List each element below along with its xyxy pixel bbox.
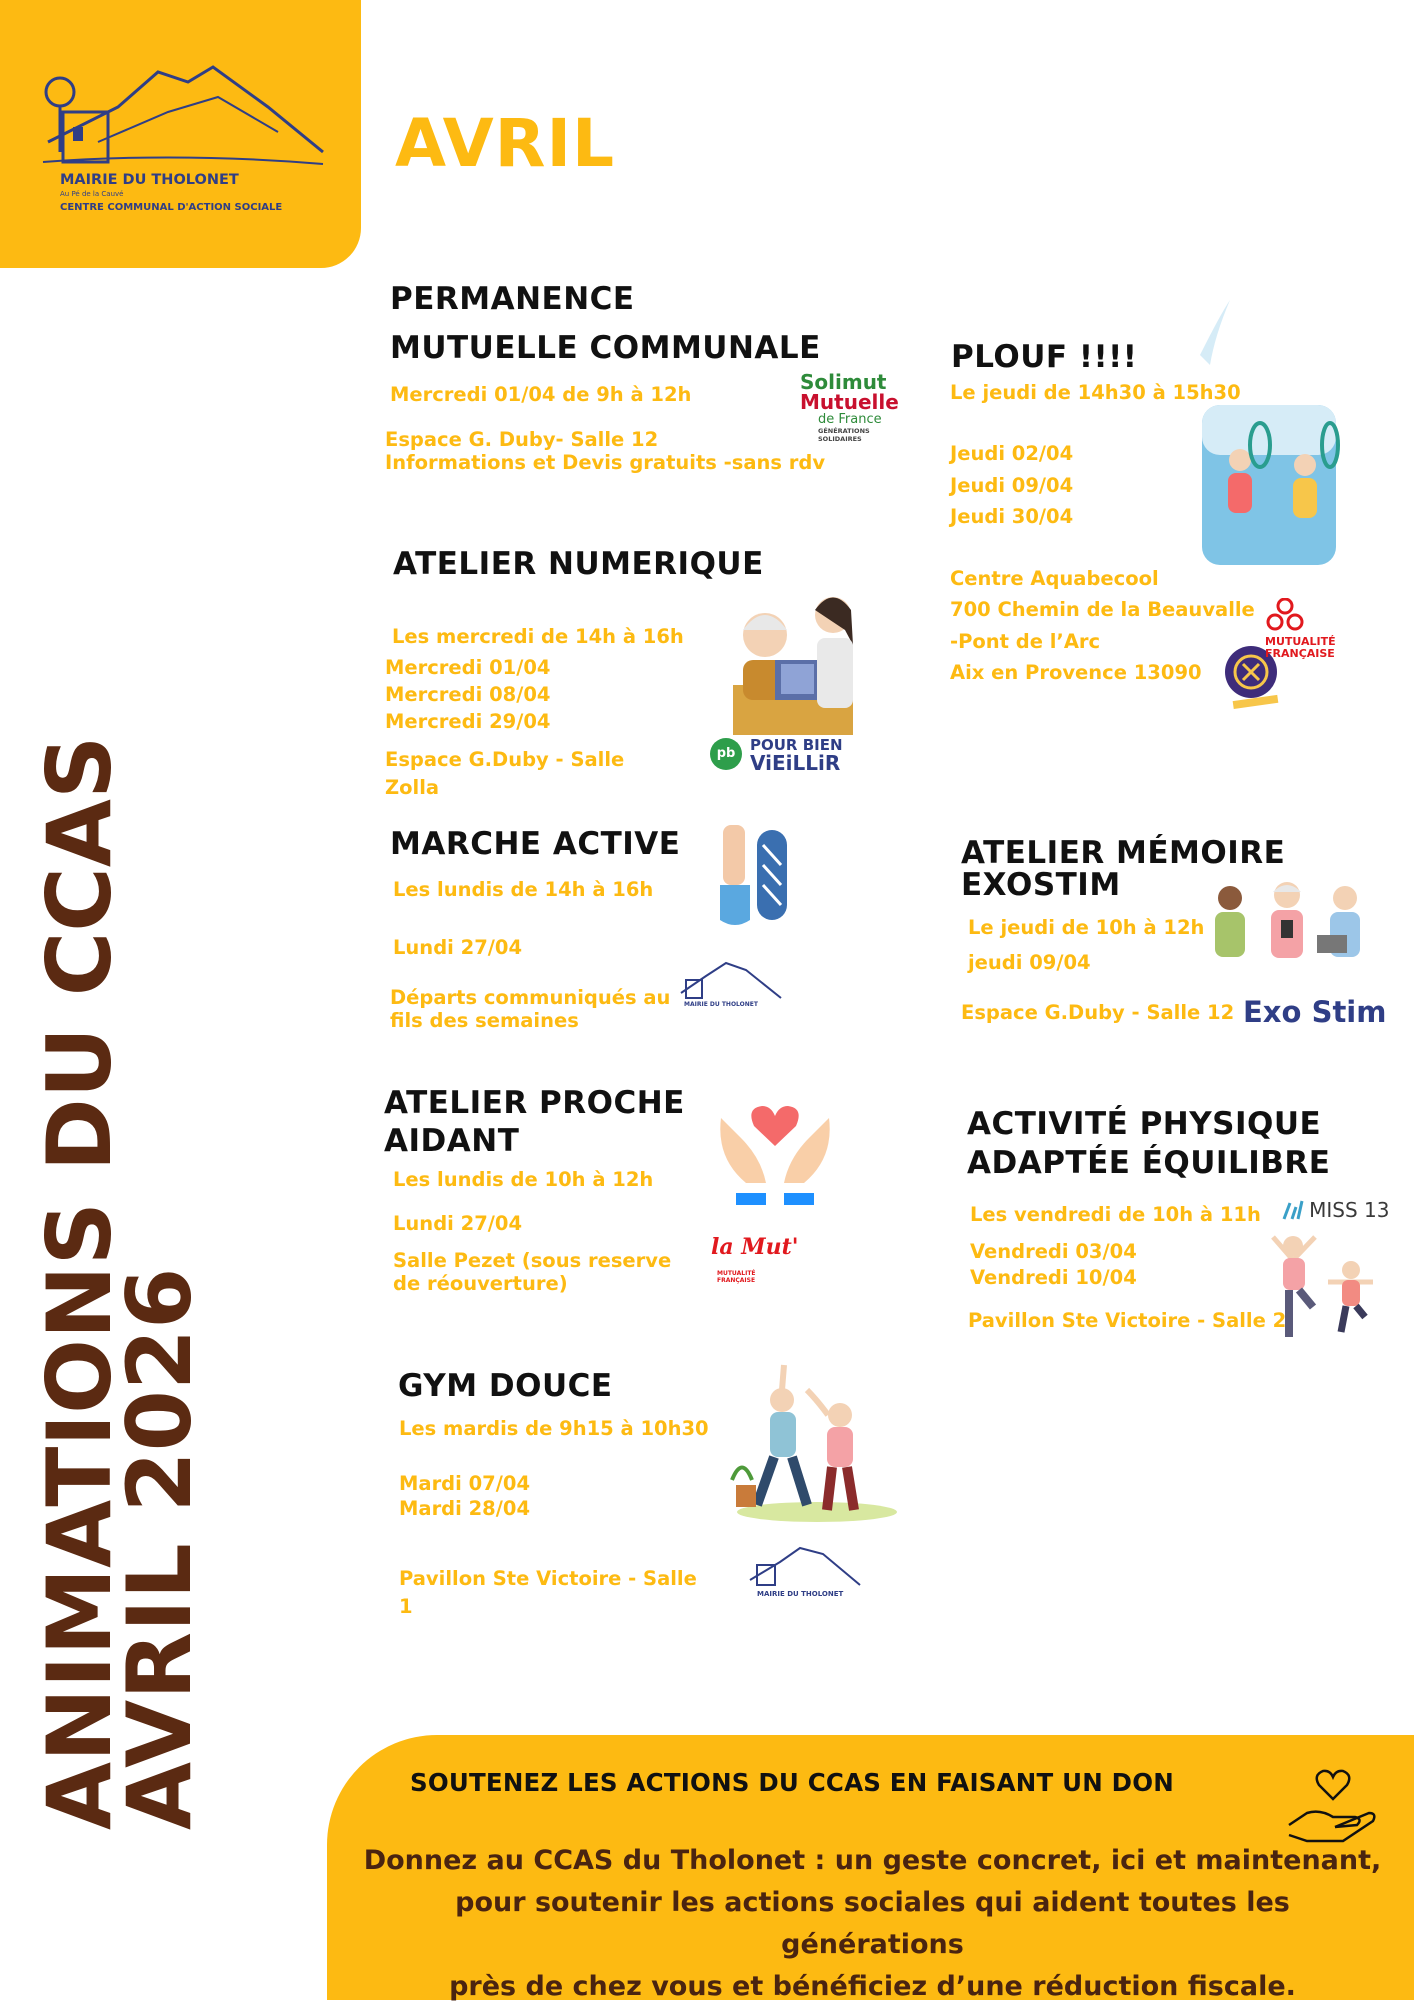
proche-aidant-place-line1: Salle Pezet (sous reserve <box>393 1249 672 1272</box>
donation-text-line2: pour soutenir les actions sociales qui aident toutes les générations <box>455 1887 1290 1960</box>
seniors-devices-icon <box>1205 880 1370 965</box>
exostim-logo <box>1243 995 1386 1029</box>
gym-title: GYM DOUCE <box>398 1368 613 1404</box>
la-mut-subtitle: MUTUALITÉ FRANÇAISE <box>717 1270 756 1284</box>
mairie-mini-logo-icon-2 <box>745 1540 865 1605</box>
logo-block <box>0 0 361 268</box>
mairie-mini-logo-icon-1 <box>676 958 788 1010</box>
exostim-part1: Exo <box>1243 995 1302 1029</box>
sneakers-icon <box>715 825 795 935</box>
plouf-address-3: -Pont de l’Arc <box>950 630 1101 653</box>
numerique-schedule: Les mercredi de 14h à 16h <box>392 625 684 648</box>
numerique-place-line1: Espace G.Duby - Salle <box>385 748 625 771</box>
heart-hands-icon <box>716 1098 834 1213</box>
pbv-line2: ViEiLLiR <box>750 751 841 775</box>
proche-aidant-place-line2: de réouverture) <box>393 1272 568 1295</box>
mutuelle-title-line1: PERMANENCE <box>390 281 635 317</box>
marche-title: MARCHE ACTIVE <box>390 826 681 862</box>
proche-aidant-schedule: Les lundis de 10h à 12h <box>393 1168 654 1191</box>
side-title <box>28 735 211 1830</box>
memoire-title-line2: EXOSTIM <box>961 867 1121 903</box>
heart-hand-icon <box>1285 1765 1381 1845</box>
mutualite-line1: MUTUALITÉ <box>1265 635 1336 648</box>
miss13-text: MISS 13 <box>1309 1198 1390 1222</box>
svg-text:MAIRIE DU THOLONET: MAIRIE DU THOLONET <box>684 1001 758 1008</box>
mutuelle-title-line2: MUTUELLE COMMUNALE <box>390 330 821 366</box>
side-title-line2: AVRIL 2026 <box>108 1267 211 1830</box>
solimut-line2: Mutuelle <box>800 390 899 414</box>
memoire-schedule: Le jeudi de 10h à 12h <box>968 916 1205 939</box>
equilibre-date-2: Vendredi 10/04 <box>970 1266 1137 1289</box>
side-title-line1: ANIMATIONS DU CCAS <box>28 735 131 1830</box>
donation-title: SOUTENEZ LES ACTIONS DU CCAS EN FAISANT UN DON <box>410 1768 1174 1797</box>
solimut-tag: GÉNÉRATIONS SOLIDAIRES <box>818 427 870 443</box>
mairie-logo-icon <box>38 52 328 172</box>
solimut-line3: de France <box>818 412 882 427</box>
numerique-title: ATELIER NUMERIQUE <box>393 546 764 582</box>
equilibre-place: Pavillon Ste Victoire - Salle 2 <box>968 1309 1287 1332</box>
proche-aidant-title-line1: ATELIER PROCHE <box>384 1085 685 1121</box>
miss13-mark-icon <box>1282 1199 1304 1221</box>
donation-text-line1: Donnez au CCAS du Tholonet : un geste concret, ici et maintenant, <box>363 1845 1382 1876</box>
plouf-address-1: Centre Aquabecool <box>950 567 1159 590</box>
equilibre-schedule: Les vendredi de 10h à 11h <box>970 1203 1261 1226</box>
plouf-date-2: Jeudi 09/04 <box>950 474 1074 497</box>
plouf-schedule: Le jeudi de 14h30 à 15h30 <box>950 381 1241 404</box>
numerique-date-1: Mercredi 01/04 <box>385 656 551 679</box>
gym-date-1: Mardi 07/04 <box>399 1472 531 1495</box>
marche-date: Lundi 27/04 <box>393 936 523 959</box>
logo-title: MAIRIE DU THOLONET <box>60 172 239 188</box>
gym-date-2: Mardi 28/04 <box>399 1497 531 1520</box>
equilibre-title-line1: ACTIVITÉ PHYSIQUE <box>967 1106 1322 1142</box>
gym-schedule: Les mardis de 9h15 à 10h30 <box>399 1417 709 1440</box>
gym-place-line2: 1 <box>399 1595 413 1618</box>
donation-text-line3: près de chez vous et bénéficiez d’une réduction fiscale. <box>449 1971 1296 2002</box>
computer-seniors-icon <box>733 590 863 735</box>
mutuelle-schedule: Mercredi 01/04 de 9h à 12h <box>390 383 692 406</box>
donation-text <box>360 1840 1385 2008</box>
plouf-address-2: 700 Chemin de la Beauvalle <box>950 598 1255 621</box>
equilibre-date-1: Vendredi 03/04 <box>970 1240 1137 1263</box>
equilibre-title-line2: ADAPTÉE ÉQUILIBRE <box>967 1145 1331 1181</box>
la-mut-logo <box>711 1234 799 1284</box>
memoire-date: jeudi 09/04 <box>968 951 1091 974</box>
aquagym-icon <box>1160 295 1340 570</box>
pbv-line1: POUR BIEN <box>750 736 843 754</box>
proche-aidant-title-line2: AIDANT <box>384 1123 520 1159</box>
numerique-date-2: Mercredi 08/04 <box>385 683 551 706</box>
memoire-title-line1: ATELIER MÉMOIRE <box>961 835 1286 871</box>
memoire-place: Espace G.Duby - Salle 12 <box>961 1001 1235 1024</box>
mutuelle-info: Informations et Devis gratuits -sans rdv <box>385 451 826 474</box>
marche-info-line1: Départs communiqués au <box>390 986 671 1009</box>
marche-info-line2: fils des semaines <box>390 1009 579 1032</box>
month-title: AVRIL <box>395 105 616 182</box>
mutualite-line2: FRANÇAISE <box>1265 647 1335 660</box>
stretching-seniors-icon <box>722 1360 897 1525</box>
la-mut-text: la Mut' <box>711 1234 799 1260</box>
numerique-date-3: Mercredi 29/04 <box>385 710 551 733</box>
logo-subtitle: CENTRE COMMUNAL D'ACTION SOCIALE <box>60 202 283 213</box>
plouf-address-4: Aix en Provence 13090 <box>950 661 1202 684</box>
logo-tagline: Au Pé de la Cauvé <box>60 190 124 198</box>
gym-place-line1: Pavillon Ste Victoire - Salle <box>399 1567 697 1590</box>
pbv-badge: pb <box>710 738 742 770</box>
marche-schedule: Les lundis de 14h à 16h <box>393 878 654 901</box>
mutuelle-place: Espace G. Duby- Salle 12 <box>385 428 659 451</box>
svg-text:MAIRIE DU THOLONET: MAIRIE DU THOLONET <box>757 1590 844 1598</box>
exostim-part2: Stim <box>1311 995 1387 1029</box>
numerique-place-line2: Zolla <box>385 776 440 799</box>
plouf-date-1: Jeudi 02/04 <box>950 442 1074 465</box>
mutualite-francaise-logo <box>1265 598 1336 660</box>
plouf-title: PLOUF !!!! <box>951 339 1138 375</box>
proche-aidant-date: Lundi 27/04 <box>393 1212 523 1235</box>
plouf-date-3: Jeudi 30/04 <box>950 505 1074 528</box>
balance-exercise-icon <box>1263 1232 1375 1344</box>
mutualite-hexagon-icon <box>1265 598 1305 634</box>
solimut-logo <box>800 372 900 443</box>
miss13-logo <box>1282 1198 1389 1222</box>
solimut-line1: Solimut <box>800 370 887 394</box>
